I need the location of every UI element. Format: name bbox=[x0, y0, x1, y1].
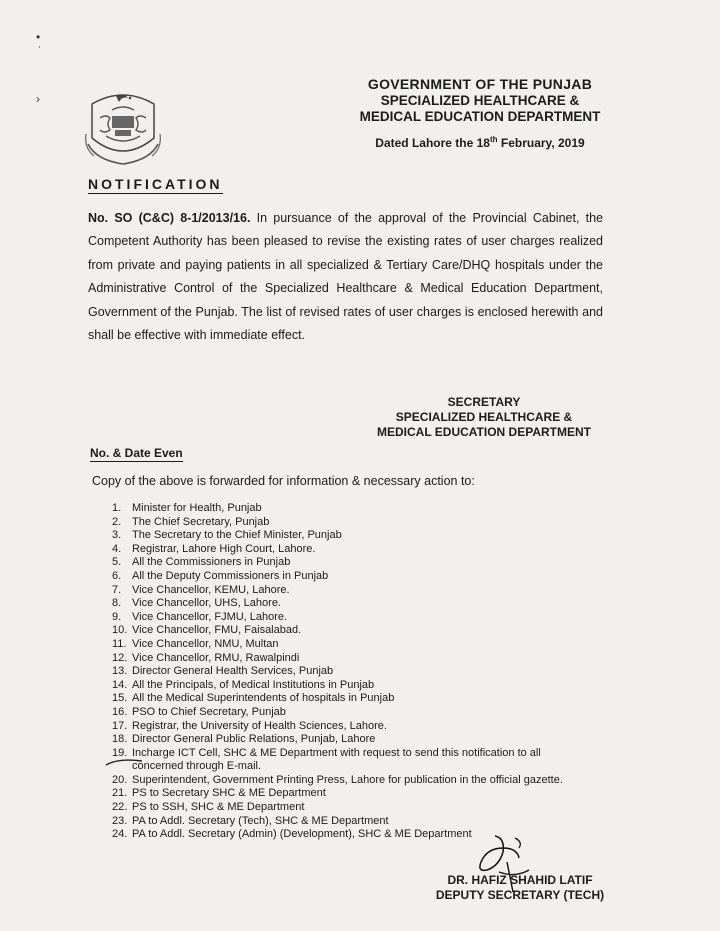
notification-body bbox=[88, 207, 603, 347]
list-item bbox=[112, 543, 652, 557]
handwritten-strike-mark bbox=[104, 756, 144, 768]
list-item-text: All the Commissioners in Punjab bbox=[132, 556, 291, 569]
list-item-text: PA to Addl. Secretary (Admin) (Development), SHC & ME Department bbox=[132, 828, 472, 841]
list-item-number: 16. bbox=[112, 705, 128, 718]
list-item-number: 20. bbox=[112, 773, 128, 786]
list-item-number: 1. bbox=[112, 502, 122, 514]
list-item-text: Vice Chancellor, NMU, Multan bbox=[132, 637, 279, 650]
notification-title: NOTIFICATION bbox=[88, 176, 223, 192]
list-item-number: 18. bbox=[112, 733, 128, 746]
header-government: GOVERNMENT OF THE PUNJAB bbox=[367, 76, 593, 92]
list-item-number: 17. bbox=[112, 719, 128, 732]
list-item bbox=[112, 570, 652, 584]
list-item-text: PS to SSH, SHC & ME Department bbox=[132, 801, 305, 814]
list-item-number: 14. bbox=[112, 678, 128, 691]
list-item bbox=[112, 611, 652, 625]
list-item bbox=[112, 828, 652, 842]
list-item bbox=[112, 679, 652, 693]
list-item-text: Registrar, Lahore High Court, Lahore. bbox=[132, 542, 316, 555]
list-item-text: All the Medical Superintendents of hospitals in Punjab bbox=[132, 692, 395, 705]
list-item-number: 22. bbox=[112, 801, 128, 814]
list-item-text: Incharge ICT Cell, SHC & ME Department with request to send this notification to all bbox=[132, 746, 541, 759]
secretary-block: SECRETARY SPECIALIZED HEALTHCARE & MEDICAL EDUCATION DEPARTMENT bbox=[377, 395, 591, 439]
list-item bbox=[112, 692, 652, 706]
list-item bbox=[112, 706, 652, 720]
list-item bbox=[112, 638, 652, 652]
list-item bbox=[112, 665, 652, 679]
list-item bbox=[112, 502, 652, 516]
list-item bbox=[112, 516, 652, 530]
list-item-number: 15. bbox=[112, 692, 128, 705]
list-item bbox=[112, 774, 652, 788]
list-item bbox=[112, 747, 652, 774]
list-item-number: 8. bbox=[112, 597, 122, 610]
list-item-number: 6. bbox=[112, 569, 122, 582]
signatory-block bbox=[430, 873, 610, 903]
list-item bbox=[112, 720, 652, 734]
list-item bbox=[112, 597, 652, 611]
list-item-number: 21. bbox=[112, 787, 128, 800]
list-item-number: 24. bbox=[112, 828, 128, 841]
header-department-line2: MEDICAL EDUCATION DEPARTMENT bbox=[359, 109, 601, 124]
list-item-continuation: concerned through E-mail. bbox=[132, 760, 262, 773]
list-item-number: 13. bbox=[112, 665, 128, 678]
list-item-number: 5. bbox=[112, 556, 122, 569]
list-item bbox=[112, 787, 652, 801]
signatory-name: DR. HAFIZ SHAHID LATIF bbox=[447, 873, 593, 887]
list-item-text: Vice Chancellor, FJMU, Lahore. bbox=[132, 610, 288, 623]
list-item-text: Director General Health Services, Punjab bbox=[132, 665, 334, 678]
list-item-text: Vice Chancellor, FMU, Faisalabad. bbox=[132, 624, 302, 637]
list-item-text: Superintendent, Government Printing Press, Lahore for publication in the official gazette. bbox=[132, 773, 563, 786]
list-item-number: 19. bbox=[112, 746, 128, 759]
list-item-number: 4. bbox=[112, 542, 122, 555]
punjab-emblem-icon bbox=[82, 84, 164, 168]
list-item bbox=[112, 624, 652, 638]
copy-forwarded-line: Copy of the above is forwarded for information & necessary action to: bbox=[92, 474, 475, 488]
margin-marks: • ˙ › bbox=[36, 30, 42, 106]
reference-number: No. SO (C&C) 8-1/2013/16. bbox=[88, 211, 251, 225]
list-item-text: Director General Public Relations, Punjab, Lahore bbox=[132, 733, 376, 746]
department-header bbox=[330, 76, 630, 150]
list-item-number: 10. bbox=[112, 624, 128, 637]
list-item-text: The Chief Secretary, Punjab bbox=[132, 515, 270, 528]
list-item bbox=[112, 815, 652, 829]
list-item-text: PA to Addl. Secretary (Tech), SHC & ME Department bbox=[132, 814, 389, 827]
header-department-line1: SPECIALIZED HEALTHCARE & bbox=[380, 93, 580, 108]
list-item bbox=[112, 556, 652, 570]
list-item-text: All the Deputy Commissioners in Punjab bbox=[132, 569, 329, 582]
list-item-number: 2. bbox=[112, 515, 122, 528]
list-item bbox=[112, 652, 652, 666]
notification-text: In pursuance of the approval of the Provincial Cabinet, the Competent Authority has been pleased to revise the existing rates of user charges realized from private and paying patients in all specialized & Tertiary Care/DHQ hospitals under the Administrative Control of the Specialized Healthcare & Medical Education Department, Government of the Punjab. The list of revised rates of user charges is enclosed herewith and shall be effective with immediate effect. bbox=[88, 211, 604, 343]
list-item-number: 7. bbox=[112, 583, 122, 596]
list-item-number: 23. bbox=[112, 814, 128, 827]
recipient-list bbox=[112, 502, 652, 842]
list-item bbox=[112, 584, 652, 598]
list-item-text: Vice Chancellor, KEMU, Lahore. bbox=[132, 583, 290, 596]
list-item-text: PS to Secretary SHC & ME Department bbox=[132, 787, 326, 800]
list-item-number: 9. bbox=[112, 610, 122, 623]
list-item bbox=[112, 529, 652, 543]
list-item-number: 3. bbox=[112, 529, 122, 542]
list-item-text: Registrar, the University of Health Sciences, Lahore. bbox=[132, 719, 387, 732]
signatory-title: DEPUTY SECRETARY (TECH) bbox=[435, 888, 605, 902]
list-item-text: Vice Chancellor, UHS, Lahore. bbox=[132, 597, 281, 610]
list-item-text: PSO to Chief Secretary, Punjab bbox=[132, 705, 286, 718]
list-item-text: All the Principals, of Medical Institutions in Punjab bbox=[132, 678, 375, 691]
list-item-number: 12. bbox=[112, 651, 128, 664]
no-and-date-even: No. & Date Even bbox=[90, 446, 183, 460]
list-item-text: Minister for Health, Punjab bbox=[132, 502, 262, 514]
list-item-number: 11. bbox=[112, 637, 127, 650]
list-item bbox=[112, 801, 652, 815]
list-item bbox=[112, 733, 652, 747]
header-date: Dated Lahore the 18th February, 2019 bbox=[375, 135, 585, 150]
list-item-text: The Secretary to the Chief Minister, Punjab bbox=[132, 529, 342, 542]
list-item-text: Vice Chancellor, RMU, Rawalpindi bbox=[132, 651, 300, 664]
